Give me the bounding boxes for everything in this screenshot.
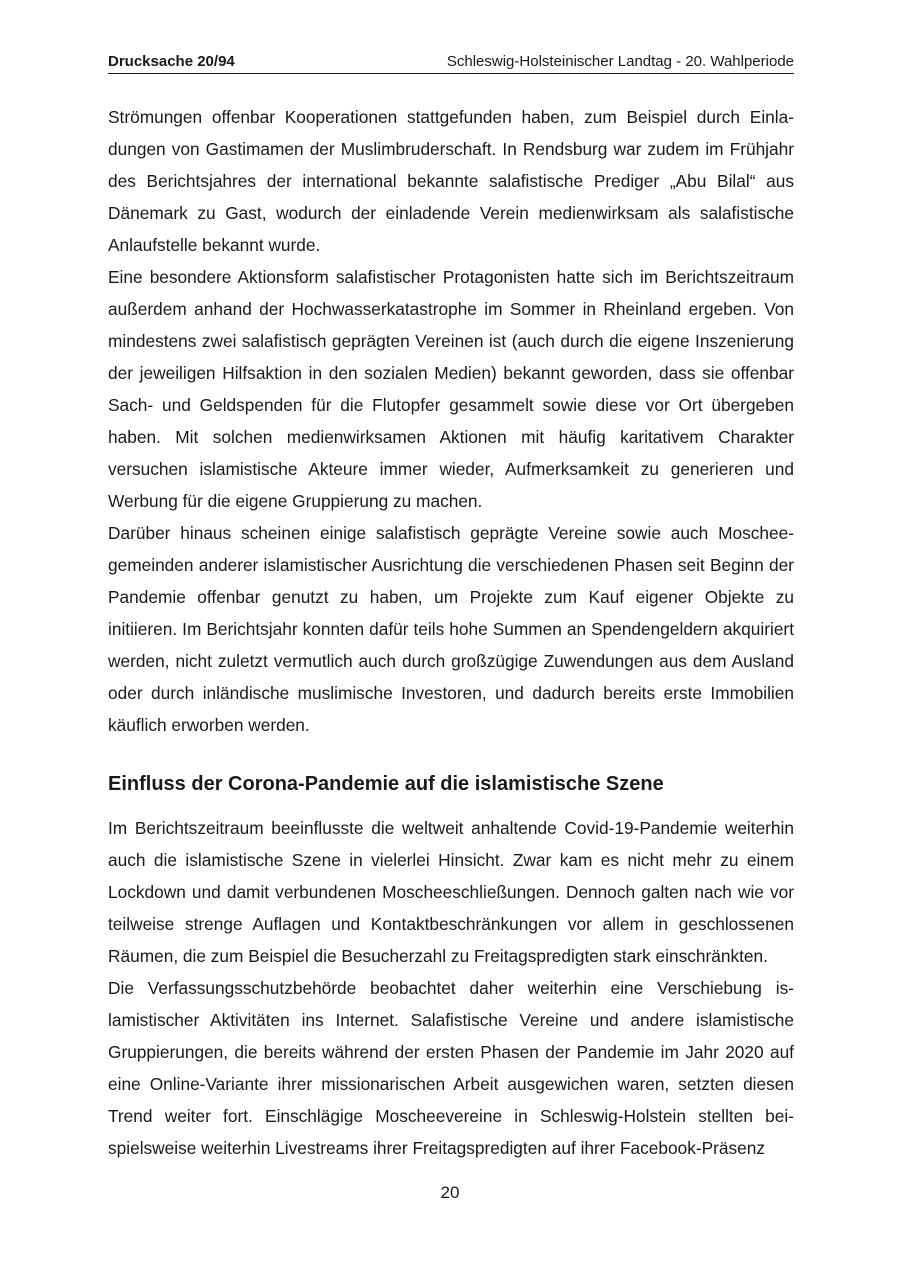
body-text-bottom (108, 812, 794, 1164)
paragraph: Eine besondere Aktionsform salafistischer Protagonisten hatte sich im Berichtszeitraum außerdem anhand der Hochwasserkatastrophe im Sommer in Rheinland ergeben. Von mindestens zwei salafistisch geprägten Vereinen ist (auch durch die eigene Inszenierung der jeweiligen Hilfsaktion in den sozialen Medien) bekannt geworden, dass sie offenbar Sach- und Geldspenden für die Flutopfer gesammelt sowie diese vor Ort übergeben haben. Mit solchen medienwirksamen Aktionen mit häufig karitativem Charakter versuchen islamistische Akteure immer wieder, Aufmerksamkeit zu generieren und Werbung für die eigene Gruppierung zu machen. (108, 267, 794, 511)
paragraph: Im Berichtszeitraum beeinflusste die weltweit anhaltende Covid-19-Pandemie weiterhin auch die islamistische Szene in vielerlei Hinsicht. Zwar kam es nicht mehr zu einem Lockdown und damit verbundenen Moscheeschließungen. Dennoch galten nach wie vor teilweise strenge Auflagen und Kontaktbeschränkungen vor allem in geschlossenen Räumen, die zum Beispiel die Besucherzahl zu Freitagspredigten stark einschränkten. (108, 818, 794, 966)
paragraph: Die Verfassungsschutzbehörde beobachtet daher weiterhin eine Verschiebung islamistischer Aktivitäten ins Internet. Salafistische Vereine und andere islamistische Gruppierungen, die bereits während der ersten Phasen der Pandemie im Jahr 2020 auf eine Online-Variante ihrer missionarischen Arbeit ausgewichen waren, setzten diesen Trend weiter fort. Einschlägige Moscheevereine in Schleswig-Holstein stellten beispielsweise weiterhin Livestreams ihrer Freitagspredigten auf ihrer Facebook-Präsenz (108, 978, 794, 1158)
document-number: Drucksache 20/94 (108, 53, 235, 70)
parliament-title: Schleswig-Holsteinischer Landtag - 20. Wahlperiode (446, 53, 794, 70)
section-heading: Einfluss der Corona-Pandemie auf die islamistische Szene (108, 773, 664, 795)
page-header (108, 53, 794, 74)
paragraph: Darüber hinaus scheinen einige salafistisch geprägte Vereine sowie auch Moscheegemeinden anderer islamistischer Ausrichtung die verschiedenen Phasen seit Beginn der Pandemie offenbar genutzt zu haben, um Projekte zum Kauf eigener Objekte zu initiieren. Im Berichtsjahr konnten dafür teils hohe Summen an Spendengeldern akquiriert werden, nicht zuletzt vermutlich auch durch großzügige Zuwendungen aus dem Ausland oder durch inländische muslimische Investoren, und dadurch bereits erste Immobilien käuflich erworben werden. (108, 523, 794, 735)
body-text-top (108, 101, 794, 741)
page-number: 20 (440, 1183, 460, 1202)
paragraph: Strömungen offenbar Kooperationen stattgefunden haben, zum Beispiel durch Einladungen von Gastimamen der Muslimbruderschaft. In Rendsburg war zudem im Frühjahr des Berichtsjahres der international bekannte salafistische Prediger „Abu Bilal“ aus Dänemark zu Gast, wodurch der einladende Verein medienwirksam als salafistische Anlaufstelle bekannt wurde. (108, 107, 794, 255)
